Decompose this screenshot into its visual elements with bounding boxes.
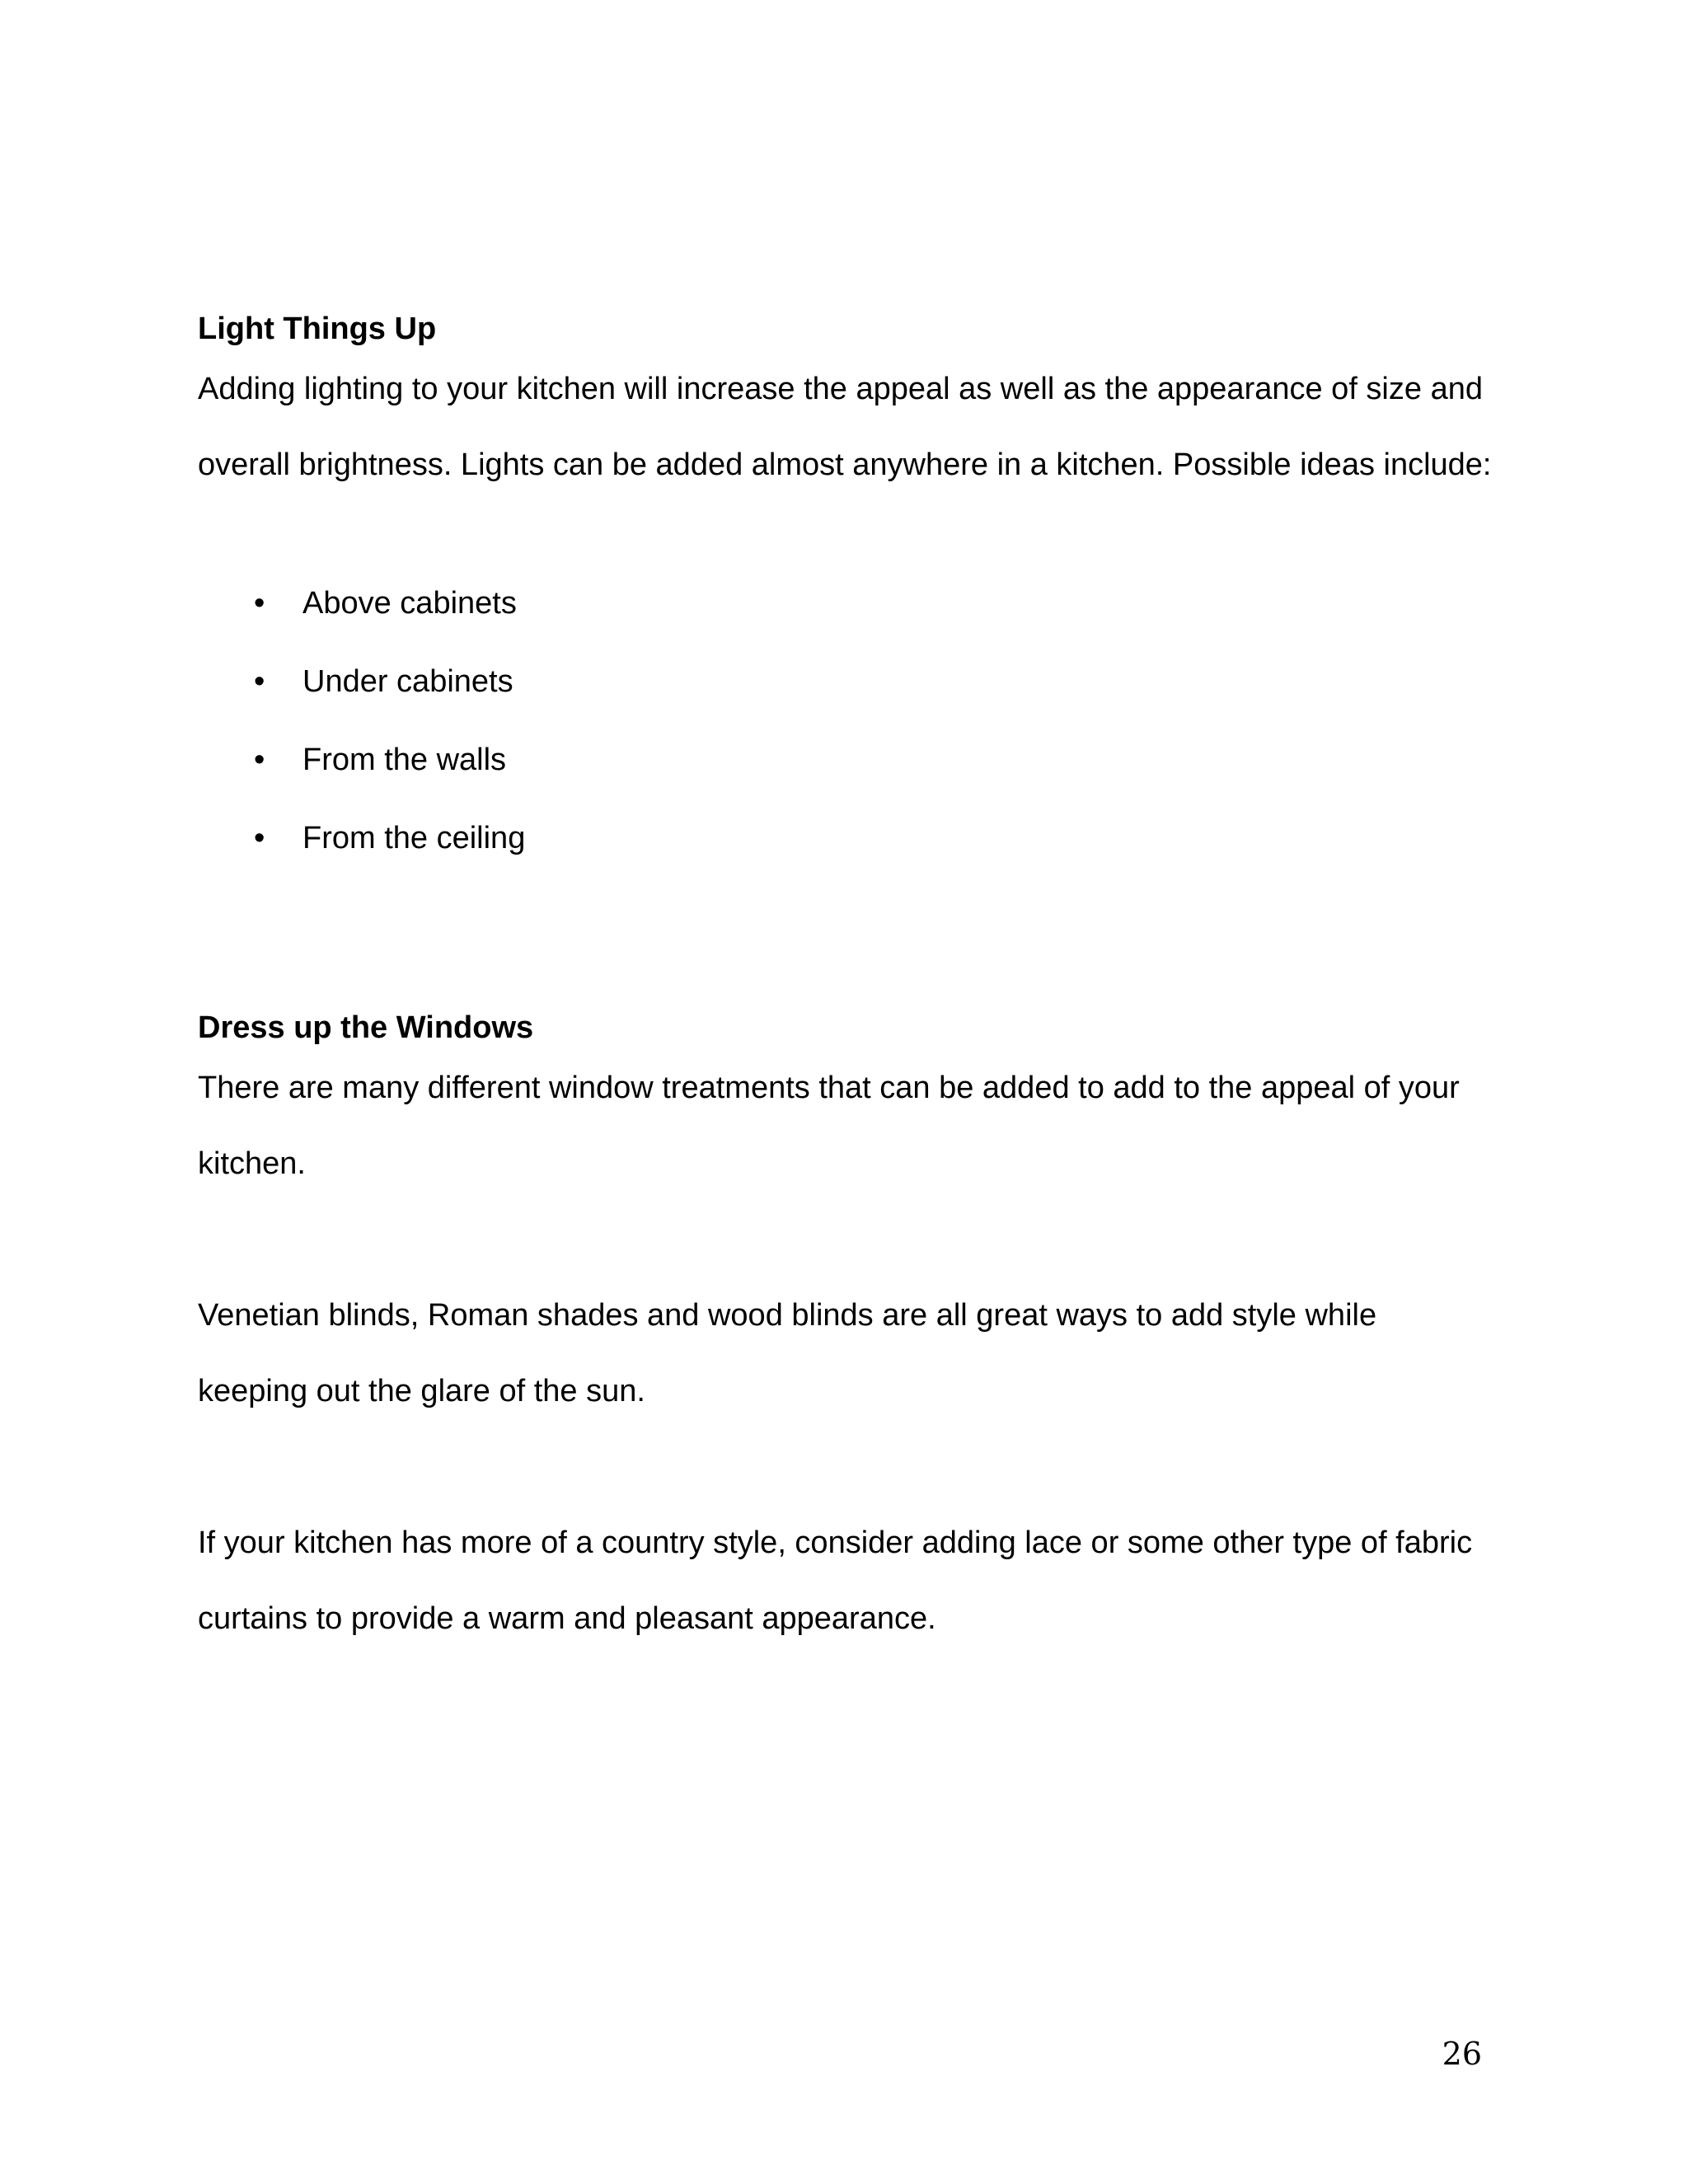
section-heading-light-things-up: Light Things Up [198, 312, 437, 346]
bullet-icon: • [254, 743, 265, 777]
paragraph-blinds: Venetian blinds, Roman shades and wood blinds are all great ways to add style while keeping out the glare of the sun. [198, 1298, 1377, 1408]
list-item [198, 565, 1500, 643]
list-item [198, 721, 1500, 799]
list-item-label: Above cabinets [302, 586, 517, 621]
list-item-label: From the walls [302, 743, 507, 777]
page-content [198, 307, 1500, 1657]
paragraph-country-style: If your kitchen has more of a country style, consider adding lace or some other type of fabric curtains to provide a warm and pleasant appearance. [198, 1526, 1473, 1636]
list-item-label: Under cabinets [302, 664, 513, 699]
section-heading-dress-up-the-windows: Dress up the Windows [198, 1010, 534, 1045]
bullet-icon: • [254, 664, 265, 699]
paragraph-lighting-intro: Adding lighting to your kitchen will increase the appeal as well as the appearance of size and overall brightness. Lights can be added almost anywhere in a kitchen. Possible ideas include: [198, 372, 1492, 482]
bullet-icon: • [254, 586, 265, 621]
list-item [198, 643, 1500, 721]
bullet-icon: • [254, 821, 265, 855]
paragraph-window-treatments: There are many different window treatments that can be added to add to the appeal of your kitchen. [198, 1071, 1460, 1181]
page-number: 26 [1442, 2036, 1482, 2072]
lighting-ideas-list [198, 565, 1500, 878]
list-item [198, 799, 1500, 878]
list-item-label: From the ceiling [302, 821, 526, 855]
